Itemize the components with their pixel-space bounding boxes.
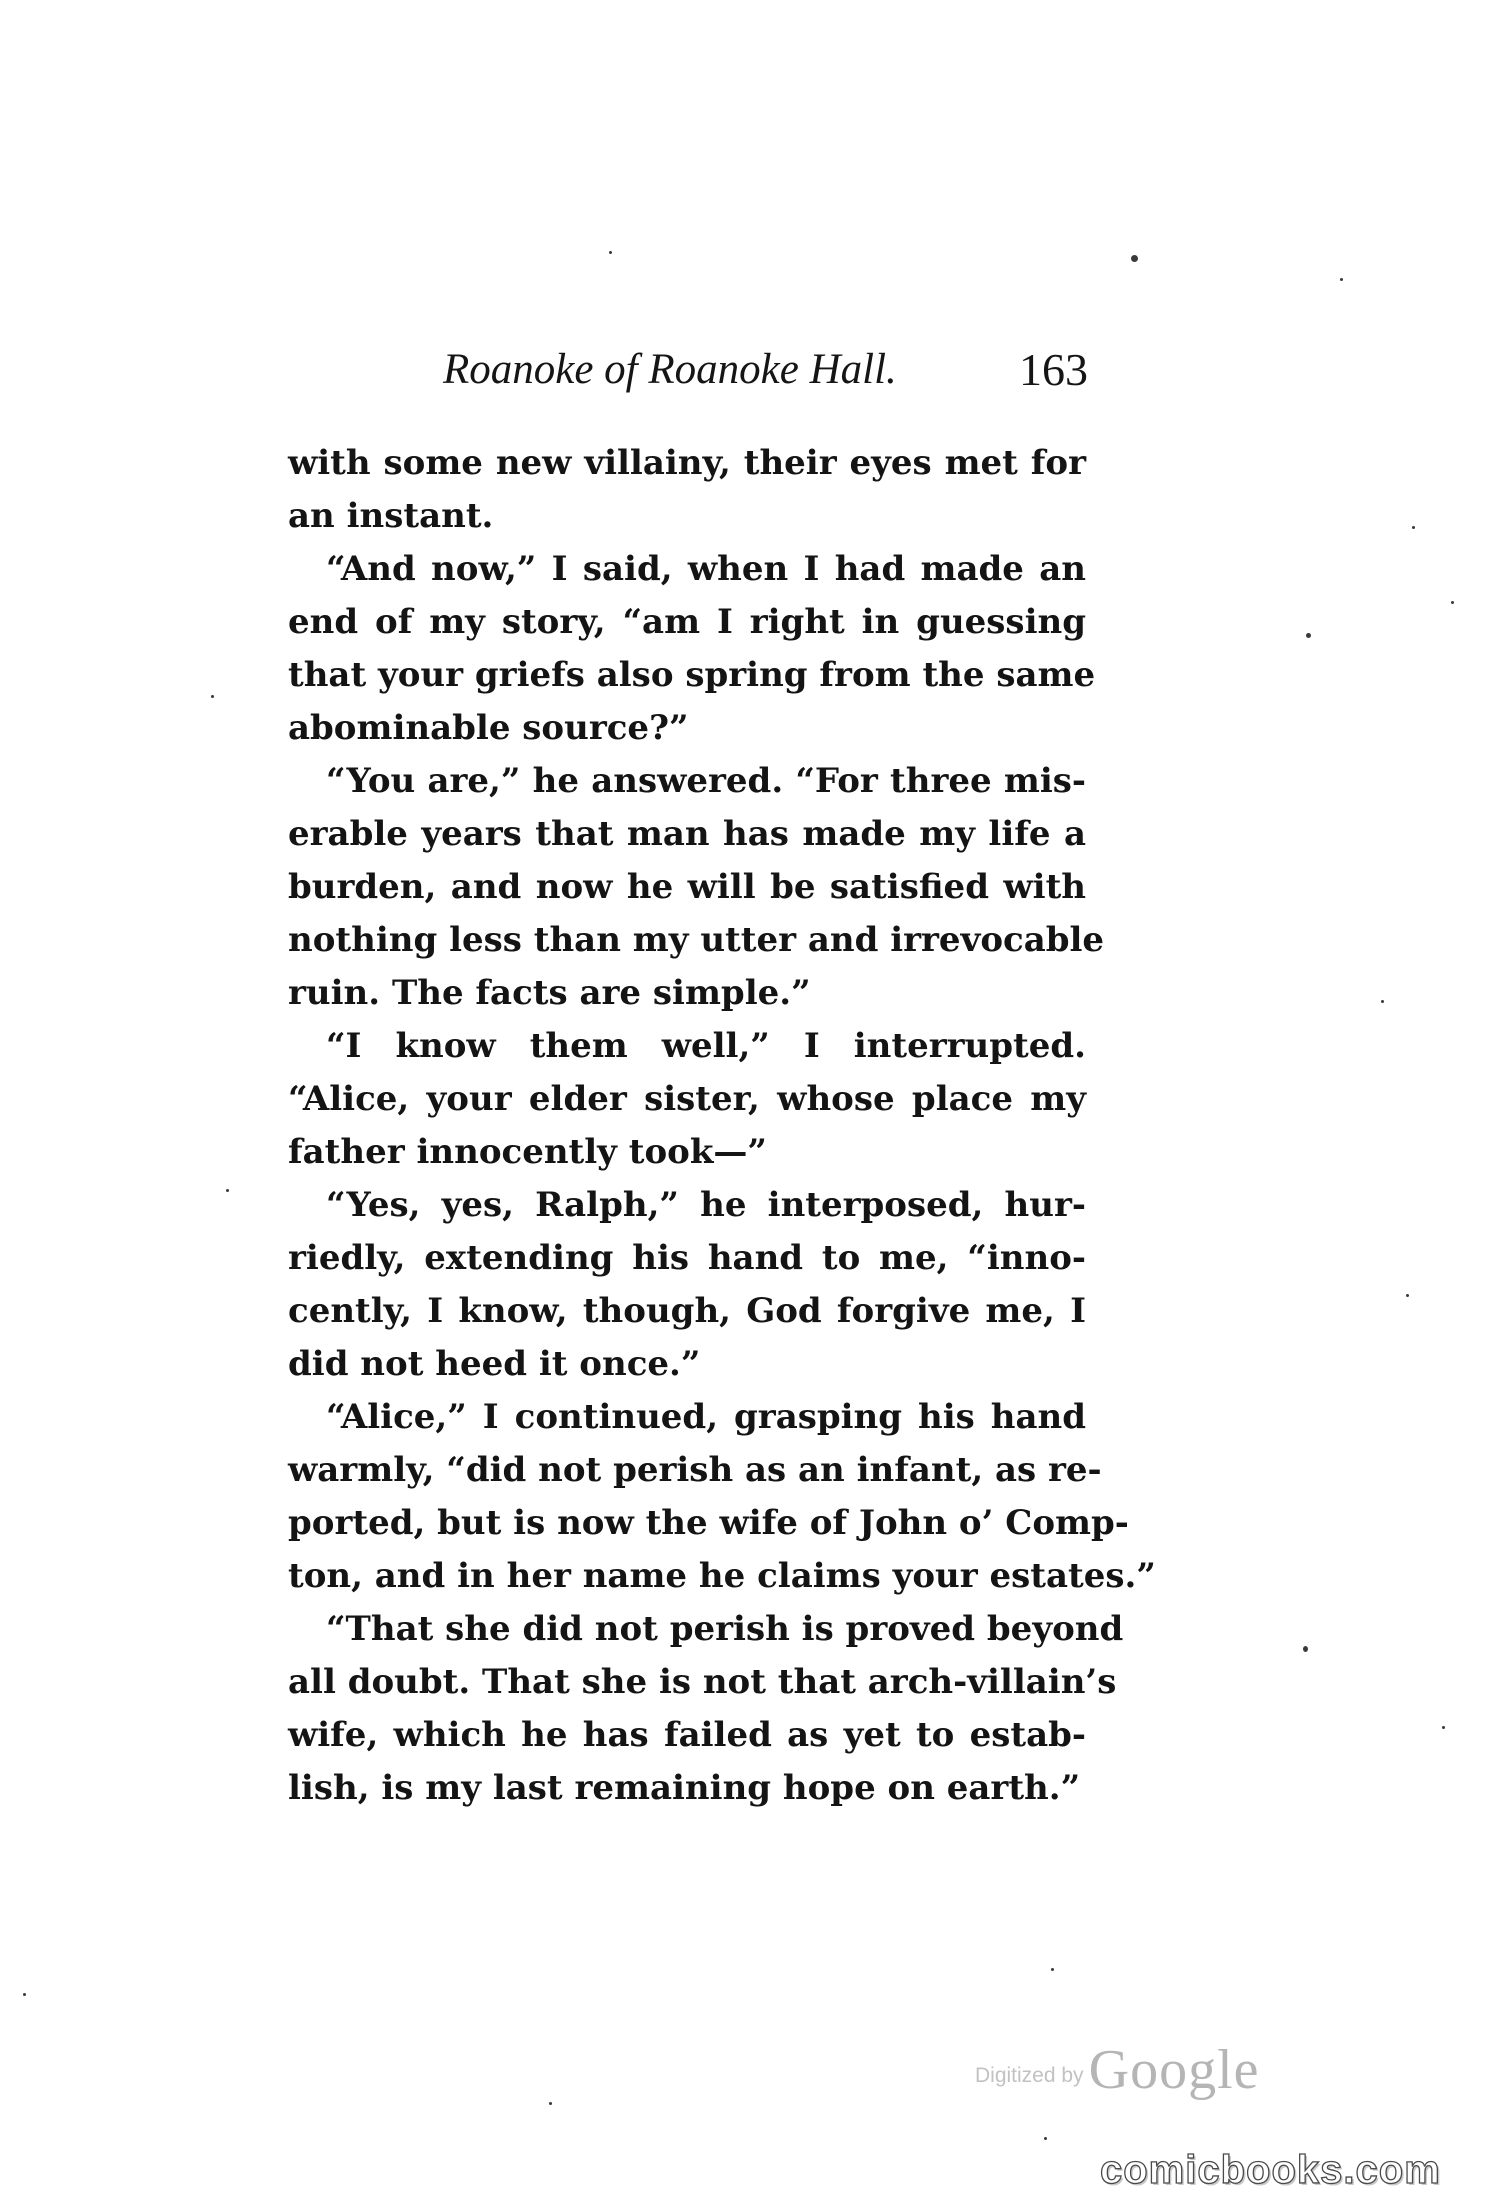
- text-line: ton, and in her name he claims your estates.”: [288, 1556, 1156, 1596]
- scan-speck: [1451, 601, 1454, 604]
- page-header: [288, 340, 1088, 400]
- text-line: did not heed it once.”: [288, 1344, 701, 1384]
- text-line: with some new villainy, their eyes met for: [288, 443, 1086, 483]
- google-digitized-watermark: [975, 2038, 1260, 2102]
- scan-speck: [609, 251, 612, 254]
- text-line: warmly, “did not perish as an infant, as re-: [288, 1450, 1102, 1490]
- text-line: “You are,” he answered. “For three mis-: [326, 761, 1086, 801]
- text-line: “That she did not perish is proved beyond: [326, 1609, 1124, 1649]
- scan-speck: [226, 1189, 229, 1192]
- scan-speck: [23, 1993, 26, 1996]
- text-line: “I know them well,” I interrupted.: [326, 1026, 1086, 1066]
- text-line: end of my story, “am I right in guessing: [288, 602, 1086, 642]
- text-line: “Yes, yes, Ralph,” he interposed, hur-: [326, 1185, 1086, 1225]
- text-line: that your griefs also spring from the same: [288, 655, 1096, 695]
- text-line: erable years that man has made my life a: [288, 814, 1086, 854]
- scan-speck: [1412, 526, 1415, 529]
- scan-speck: [1306, 633, 1311, 638]
- running-title: Roanoke of Roanoke Hall.: [443, 346, 897, 393]
- scan-speck: [1406, 1294, 1409, 1297]
- text-line: wife, which he has failed as yet to estab-: [288, 1715, 1086, 1755]
- text-line: all doubt. That she is not that arch-villain’s: [288, 1662, 1117, 1702]
- google-logo: Google: [1088, 2039, 1260, 2101]
- scan-speck: [1442, 1726, 1445, 1729]
- text-line: “Alice,” I continued, grasping his hand: [326, 1397, 1086, 1437]
- text-line: lish, is my last remaining hope on earth.”: [288, 1768, 1081, 1808]
- text-line: father innocently took—”: [288, 1132, 767, 1172]
- text-line: cently, I know, though, God forgive me, I: [288, 1291, 1086, 1331]
- scan-speck: [1303, 1646, 1308, 1652]
- text-line: “And now,” I said, when I had made an: [326, 549, 1086, 589]
- scan-speck: [1381, 1000, 1384, 1003]
- scan-speck: [1044, 2137, 1047, 2140]
- scan-speck: [1340, 278, 1343, 281]
- digitized-by-text: Digitized by: [975, 2064, 1084, 2087]
- page-number: 163: [1019, 344, 1088, 395]
- text-line: ruin. The facts are simple.”: [288, 973, 811, 1013]
- text-line: ported, but is now the wife of John o’ Comp-: [288, 1503, 1129, 1543]
- text-line: “Alice, your elder sister, whose place my: [288, 1079, 1086, 1119]
- text-line: riedly, extending his hand to me, “inno-: [288, 1238, 1086, 1278]
- text-line: burden, and now he will be satisfied with: [288, 867, 1086, 907]
- body-text: [288, 437, 1156, 1815]
- site-watermark: comicbooks.com: [1100, 2148, 1441, 2192]
- scan-speck: [1051, 1968, 1054, 1971]
- scan-speck: [211, 695, 214, 698]
- text-line: nothing less than my utter and irrevocable: [288, 920, 1105, 960]
- scan-speck: [1131, 255, 1138, 262]
- scan-speck: [549, 2102, 552, 2105]
- text-line: an instant.: [288, 496, 494, 536]
- text-line: abominable source?”: [288, 708, 689, 748]
